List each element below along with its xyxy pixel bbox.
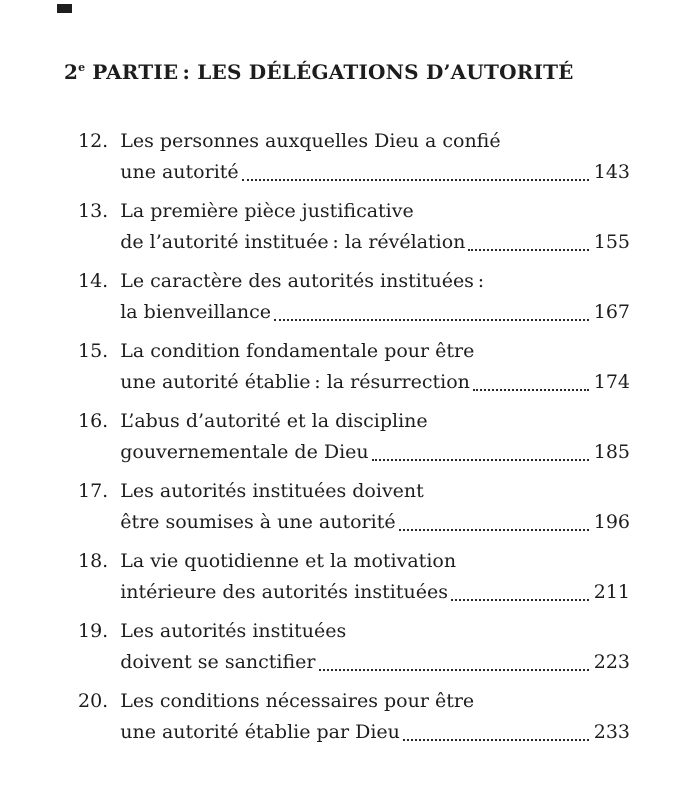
chapter-title-line2: la bienveillance <box>120 301 272 323</box>
toc-list <box>78 126 630 756</box>
chapter-title-row2 <box>120 717 630 748</box>
chapter-title <box>120 686 630 748</box>
dot-leader <box>473 389 589 391</box>
toc-entry <box>78 686 630 748</box>
toc-entry <box>78 406 630 468</box>
dot-leader <box>451 599 589 601</box>
chapter-title <box>120 546 630 608</box>
chapter-title-line2: gouvernementale de Dieu <box>120 441 369 463</box>
chapter-title-line2: une autorité établie par Dieu <box>120 721 400 743</box>
page-number: 223 <box>593 651 630 673</box>
toc-entry <box>78 336 630 398</box>
chapter-title-line1: Les personnes auxquelles Dieu a confié <box>120 130 501 152</box>
chapter-number: 19. <box>78 620 109 642</box>
chapter-title-line2: une autorité <box>120 161 239 183</box>
chapter-number: 13. <box>78 200 109 222</box>
chapter-title-line2: une autorité établie : la résurrection <box>120 371 470 393</box>
chapter-title <box>120 476 630 538</box>
chapter-title-line1: La vie quotidienne et la motivation <box>120 550 457 572</box>
chapter-title-line1: Les autorités instituées <box>120 620 347 642</box>
chapter-title <box>120 406 630 468</box>
chapter-number: 14. <box>78 270 109 292</box>
page-number: 196 <box>593 511 630 533</box>
chapter-title-row2 <box>120 157 630 188</box>
chapter-title-row2 <box>120 297 630 328</box>
chapter-title-row2 <box>120 437 630 468</box>
chapter-title-line2: de l’autorité instituée : la révélation <box>120 231 466 253</box>
dot-leader <box>372 459 589 461</box>
chapter-title-line1: Le caractère des autorités instituées : <box>120 270 485 292</box>
page-number: 185 <box>593 441 630 463</box>
toc-entry <box>78 476 630 538</box>
dot-leader <box>242 179 589 181</box>
part-title-number: 2 <box>64 60 79 84</box>
dot-leader <box>319 669 589 671</box>
dot-leader <box>403 739 589 741</box>
chapter-number: 18. <box>78 550 109 572</box>
toc-entry <box>78 266 630 328</box>
chapter-title <box>120 196 630 258</box>
page-number: 174 <box>593 371 630 393</box>
page-number: 155 <box>593 231 630 253</box>
toc-entry <box>78 616 630 678</box>
chapter-number: 16. <box>78 410 109 432</box>
chapter-title-row2 <box>120 647 630 678</box>
dot-leader <box>274 319 589 321</box>
chapter-title <box>120 126 630 188</box>
chapter-title-line1: Les autorités instituées doivent <box>120 480 424 502</box>
chapter-title-row2 <box>120 507 630 538</box>
dot-leader <box>399 529 589 531</box>
toc-entry <box>78 126 630 188</box>
page-number: 233 <box>593 721 630 743</box>
chapter-title-line2: être soumises à une autorité <box>120 511 396 533</box>
page-number: 167 <box>593 301 630 323</box>
chapter-number: 17. <box>78 480 109 502</box>
part-title <box>64 60 574 84</box>
chapter-title-line2: doivent se sanctifier <box>120 651 316 673</box>
chapter-title-line1: La première pièce justificative <box>120 200 414 222</box>
part-title-ordinal: e <box>78 61 86 74</box>
chapter-title <box>120 616 630 678</box>
chapter-title <box>120 336 630 398</box>
dot-leader <box>468 249 588 251</box>
part-title-text: PARTIE : LES DÉLÉGATIONS D’AUTORITÉ <box>85 60 574 84</box>
chapter-number: 20. <box>78 690 109 712</box>
toc-entry <box>78 546 630 608</box>
toc-entry <box>78 196 630 258</box>
chapter-title-row2 <box>120 227 630 258</box>
chapter-title <box>120 266 630 328</box>
chapter-title-row2 <box>120 367 630 398</box>
page-number: 211 <box>593 581 630 603</box>
chapter-title-line1: L’abus d’autorité et la discipline <box>120 410 428 432</box>
chapter-number: 15. <box>78 340 109 362</box>
chapter-title-line2: intérieure des autorités instituées <box>120 581 448 603</box>
chapter-title-row2 <box>120 577 630 608</box>
chapter-number: 12. <box>78 130 109 152</box>
chapter-title-line1: Les conditions nécessaires pour être <box>120 690 475 712</box>
stray-ink-mark <box>57 4 72 13</box>
page-number: 143 <box>593 161 630 183</box>
chapter-title-line1: La condition fondamentale pour être <box>120 340 475 362</box>
